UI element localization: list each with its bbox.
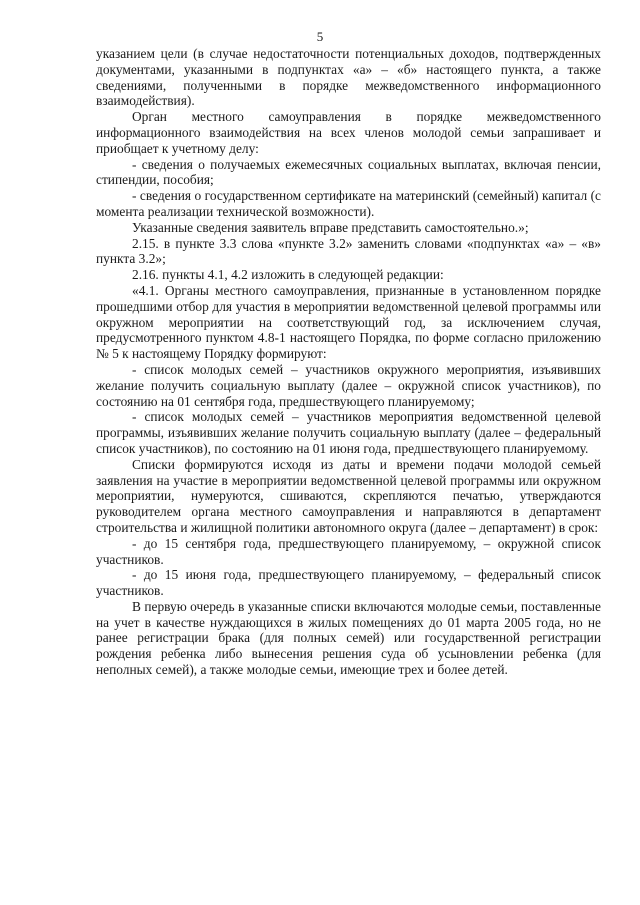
paragraph-4: Указанные сведения заявитель вправе представить самостоятельно.»;: [132, 219, 529, 235]
document-body: [96, 46, 601, 678]
paragraph-7: «4.1. Органы местного самоуправления, признанные в установленном порядке прошедшими отбор для участия в мероприятии ведомственной целевой программы или окружном мероприятии на соответствующий год, за исключением случая, предусмотренного пунктом 4.8-1 настоящего Порядка, по форме согласно приложению № 5 к настоящему Порядку формируют:: [96, 282, 601, 362]
paragraph-6: 2.16. пункты 4.1, 4.2 изложить в следующей редакции:: [132, 267, 444, 283]
paragraph-0: указанием цели (в случае недостаточности потенциальных доходов, подтвержденных документами, указанными в подпунктах «а» – «б» настоящего пункта, а также сведениями, полученными в порядке межведомственного информационного взаимодействия).: [96, 46, 601, 109]
page-number: 5: [316, 29, 324, 44]
paragraph-5: 2.15. в пункте 3.3 слова «пункте 3.2» заменить словами «подпунктах «а» – «в» пункта 3.2»;: [96, 235, 601, 267]
paragraph-2: - сведения о получаемых ежемесячных социальных выплатах, включая пенсии, стипендии, пособия;: [96, 156, 601, 188]
paragraph-13: В первую очередь в указанные списки включаются молодые семьи, поставленные на учет в качестве нуждающихся в жилых помещениях до 01 марта 2005 года, но не ранее регистрации брака (для полных семей) или государственной регистрации рождения ребенка либо вынесения решения суда об усыновлении ребенка (для неполных семей), а также молодые семьи, имеющие трех и более детей.: [96, 598, 601, 678]
paragraph-8: - список молодых семей – участников окружного мероприятия, изъявивших желание получить социальную выплату (далее – окружной список участников), по состоянию на 01 сентября года, предшествующего планируемому;: [96, 361, 601, 409]
paragraph-3: - сведения о государственном сертификате на материнский (семейный) капитал (с момента реализации технической возможности).: [96, 188, 601, 219]
paragraph-9: - список молодых семей – участников мероприятия ведомственной целевой программы, изъявивших желание получить социальную выплату (далее – федеральный список участников), по состоянию на 01 июня года, предшествующего планируемому.: [96, 409, 601, 456]
paragraph-1: Орган местного самоуправления в порядке межведомственного информационного взаимодействия на всех членов молодой семьи запрашивает и приобщает к учетному делу:: [96, 109, 601, 156]
paragraph-10: Списки формируются исходя из даты и времени подачи молодой семьей заявления на участие в мероприятии ведомственной целевой программы или окружном мероприятии, нумеруются, сшиваются, скрепляются печатью, утверждаются руководителем органа местного самоуправления и направляются в департамент строительства и жилищной политики автономного округа (далее – департамент) в срок:: [96, 456, 601, 535]
paragraph-12: - до 15 июня года, предшествующего планируемому, – федеральный список участников.: [96, 567, 601, 599]
paragraph-11: - до 15 сентября года, предшествующего планируемому, – окружной список участников.: [96, 535, 601, 567]
